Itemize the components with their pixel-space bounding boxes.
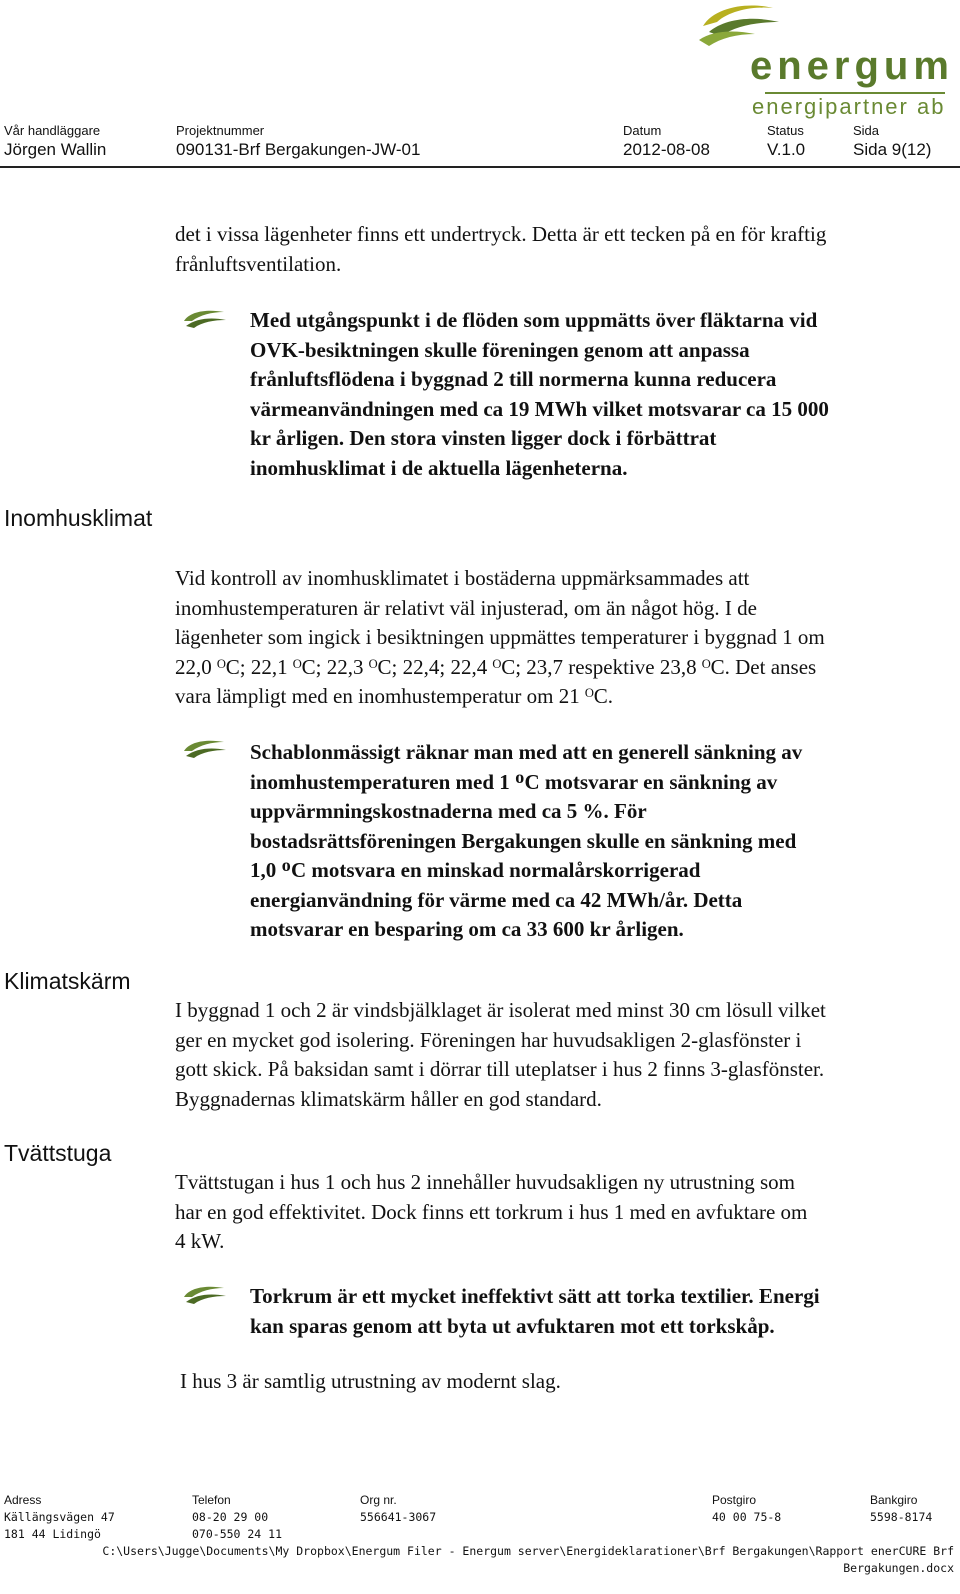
footer-bankgiro-label: Bankgiro <box>870 1493 918 1507</box>
text-line: 22,0 ᴼC; 22,1 ᴼC; 22,3 ᴼC; 22,4; 22,4 ᴼC; 23,7 respektive 23,8 ᴼC. Det anses <box>175 654 817 679</box>
energum-bullet-icon <box>180 738 228 760</box>
projekt-value: 090131-Brf Bergakungen-JW-01 <box>176 140 421 159</box>
intro-paragraph <box>175 220 950 279</box>
text-line: Vid kontroll av inomhusklimatet i bostäderna uppmärksammades att <box>175 566 750 590</box>
text-line: inomhusklimat i de aktuella lägenheterna. <box>250 455 628 480</box>
text-line: inomhustemperaturen är relativt väl injusterad, om än något hög. I de <box>175 595 757 620</box>
footer-adress-line1: Källängsvägen 47 <box>4 1510 115 1524</box>
text-line: ger en mycket god isolering. Föreningen har huvudsakligen 2-glasfönster i <box>175 1027 802 1052</box>
text-line: frånluftsventilation. <box>175 251 342 276</box>
recommendation-drying-room <box>250 1282 950 1341</box>
text-line: har en god effektivitet. Dock finns ett torkrum i hus 1 med en avfuktare om <box>175 1199 808 1224</box>
text-line: lägenheter som ingick i besiktningen uppmättes temperaturer i byggnad 1 om <box>175 625 825 649</box>
final-paragraph: I hus 3 är samtlig utrustning av modernt slag. <box>180 1369 561 1393</box>
projekt-label: Projektnummer <box>176 123 265 138</box>
energum-bullet-icon <box>180 308 228 330</box>
footer-bankgiro-value: 5598-8174 <box>870 1510 933 1524</box>
text-line: gott skick. På baksidan samt i dörrar till uteplatser i hus 2 finns 3-glasfönster. <box>175 1057 825 1081</box>
text-line: värmeanvändningen med ca 19 MWh vilket motsvarar ca 15 000 <box>250 396 829 421</box>
text-line: energianvändning för värme med ca 42 MWh/år. Detta <box>250 887 743 912</box>
text-line: OVK-besiktningen skulle föreningen genom att anpassa <box>250 337 750 362</box>
section-heading-klimatskarm: Klimatskärm <box>4 968 131 994</box>
footer-org-label: Org nr. <box>360 1493 397 1507</box>
recommendation-ventilation <box>250 306 950 483</box>
footer-telefon-line1: 08-20 29 00 <box>192 1510 269 1524</box>
text-line: det i vissa lägenheter finns ett undertryck. Detta är ett tecken på en för kraftig <box>175 222 827 246</box>
text-line: Torkrum är ett mycket ineffektivt sätt att torka textilier. Energi <box>250 1284 820 1308</box>
footer-adress-label: Adress <box>4 1493 42 1507</box>
section-heading-tvattstuga: Tvättstuga <box>4 1140 112 1166</box>
footer-postgiro-value: 40 00 75-8 <box>712 1510 782 1524</box>
text-line: bostadsrättsföreningen Bergakungen skulle en sänkning med <box>250 828 797 853</box>
sida-value: Sida 9(12) <box>853 140 932 159</box>
text-line: motsvarar en besparing om ca 33 600 kr årligen. <box>250 917 684 941</box>
datum-value: 2012-08-08 <box>623 140 710 159</box>
header-divider <box>0 166 960 168</box>
text-line: I byggnad 1 och 2 är vindsbjälklaget är isolerat med minst 30 cm lösull vilket <box>175 998 826 1022</box>
text-line: inomhustemperaturen med 1 ᴼC motsvarar en sänkning av <box>250 769 778 794</box>
footer-file-path: C:\Users\Jugge\Documents\My Dropbox\Energum Filer - Energum server\Energideklarationer\Brf Bergakungen\Rapport enerCURE Brf <box>102 1544 954 1558</box>
handlaggare-label: Vår handläggare <box>4 123 101 138</box>
text-line: uppvärmningskostnaderna med ca 5 %. För <box>250 799 647 823</box>
footer-telefon-line2: 070-550 24 11 <box>192 1527 283 1541</box>
energum-bullet-icon <box>180 1284 228 1306</box>
text-line: 1,0 ᴼC motsvara en minskad normalårskorrigerad <box>250 858 701 882</box>
text-line: kan sparas genom att byta ut avfuktaren mot ett torkskåp. <box>250 1313 775 1338</box>
inomhusklimat-paragraph <box>175 564 950 712</box>
energum-logo-icon <box>695 0 785 50</box>
footer-adress-line2: 181 44 Lidingö <box>4 1527 101 1541</box>
datum-label: Datum <box>623 123 662 138</box>
text-line: kr årligen. Den stora vinsten ligger dock i förbättrat <box>250 426 717 450</box>
text-line: Tvättstugan i hus 1 och hus 2 innehåller huvudsakligen ny utrustning som <box>175 1170 796 1194</box>
logo-tagline: energipartner ab <box>752 94 946 119</box>
text-line: frånluftsflödena i byggnad 2 till normerna kunna reducera <box>250 367 777 391</box>
logo-wordmark: energum <box>750 44 954 88</box>
footer-postgiro-label: Postgiro <box>712 1493 757 1507</box>
sida-label: Sida <box>853 123 880 138</box>
recommendation-temperature <box>250 738 950 945</box>
footer-file-name: Bergakungen.docx <box>843 1561 954 1575</box>
handlaggare-value: Jörgen Wallin <box>4 140 107 159</box>
text-line: Schablonmässigt räknar man med att en generell sänkning av <box>250 740 803 764</box>
klimatskarm-paragraph <box>175 996 950 1114</box>
text-line: Med utgångspunkt i de flöden som uppmätts över fläktarna vid <box>250 308 818 332</box>
text-line: vara lämpligt med en inomhustemperatur om 21 ᴼC. <box>175 684 614 708</box>
tvattstuga-paragraph <box>175 1168 950 1257</box>
footer-telefon-label: Telefon <box>192 1493 231 1507</box>
text-line: 4 kW. <box>175 1229 225 1253</box>
status-label: Status <box>767 123 804 138</box>
footer-org-value: 556641-3067 <box>360 1510 437 1524</box>
section-heading-inomhusklimat: Inomhusklimat <box>4 505 153 531</box>
text-line: Byggnadernas klimatskärm håller en god standard. <box>175 1086 602 1111</box>
status-value: V.1.0 <box>767 140 806 159</box>
